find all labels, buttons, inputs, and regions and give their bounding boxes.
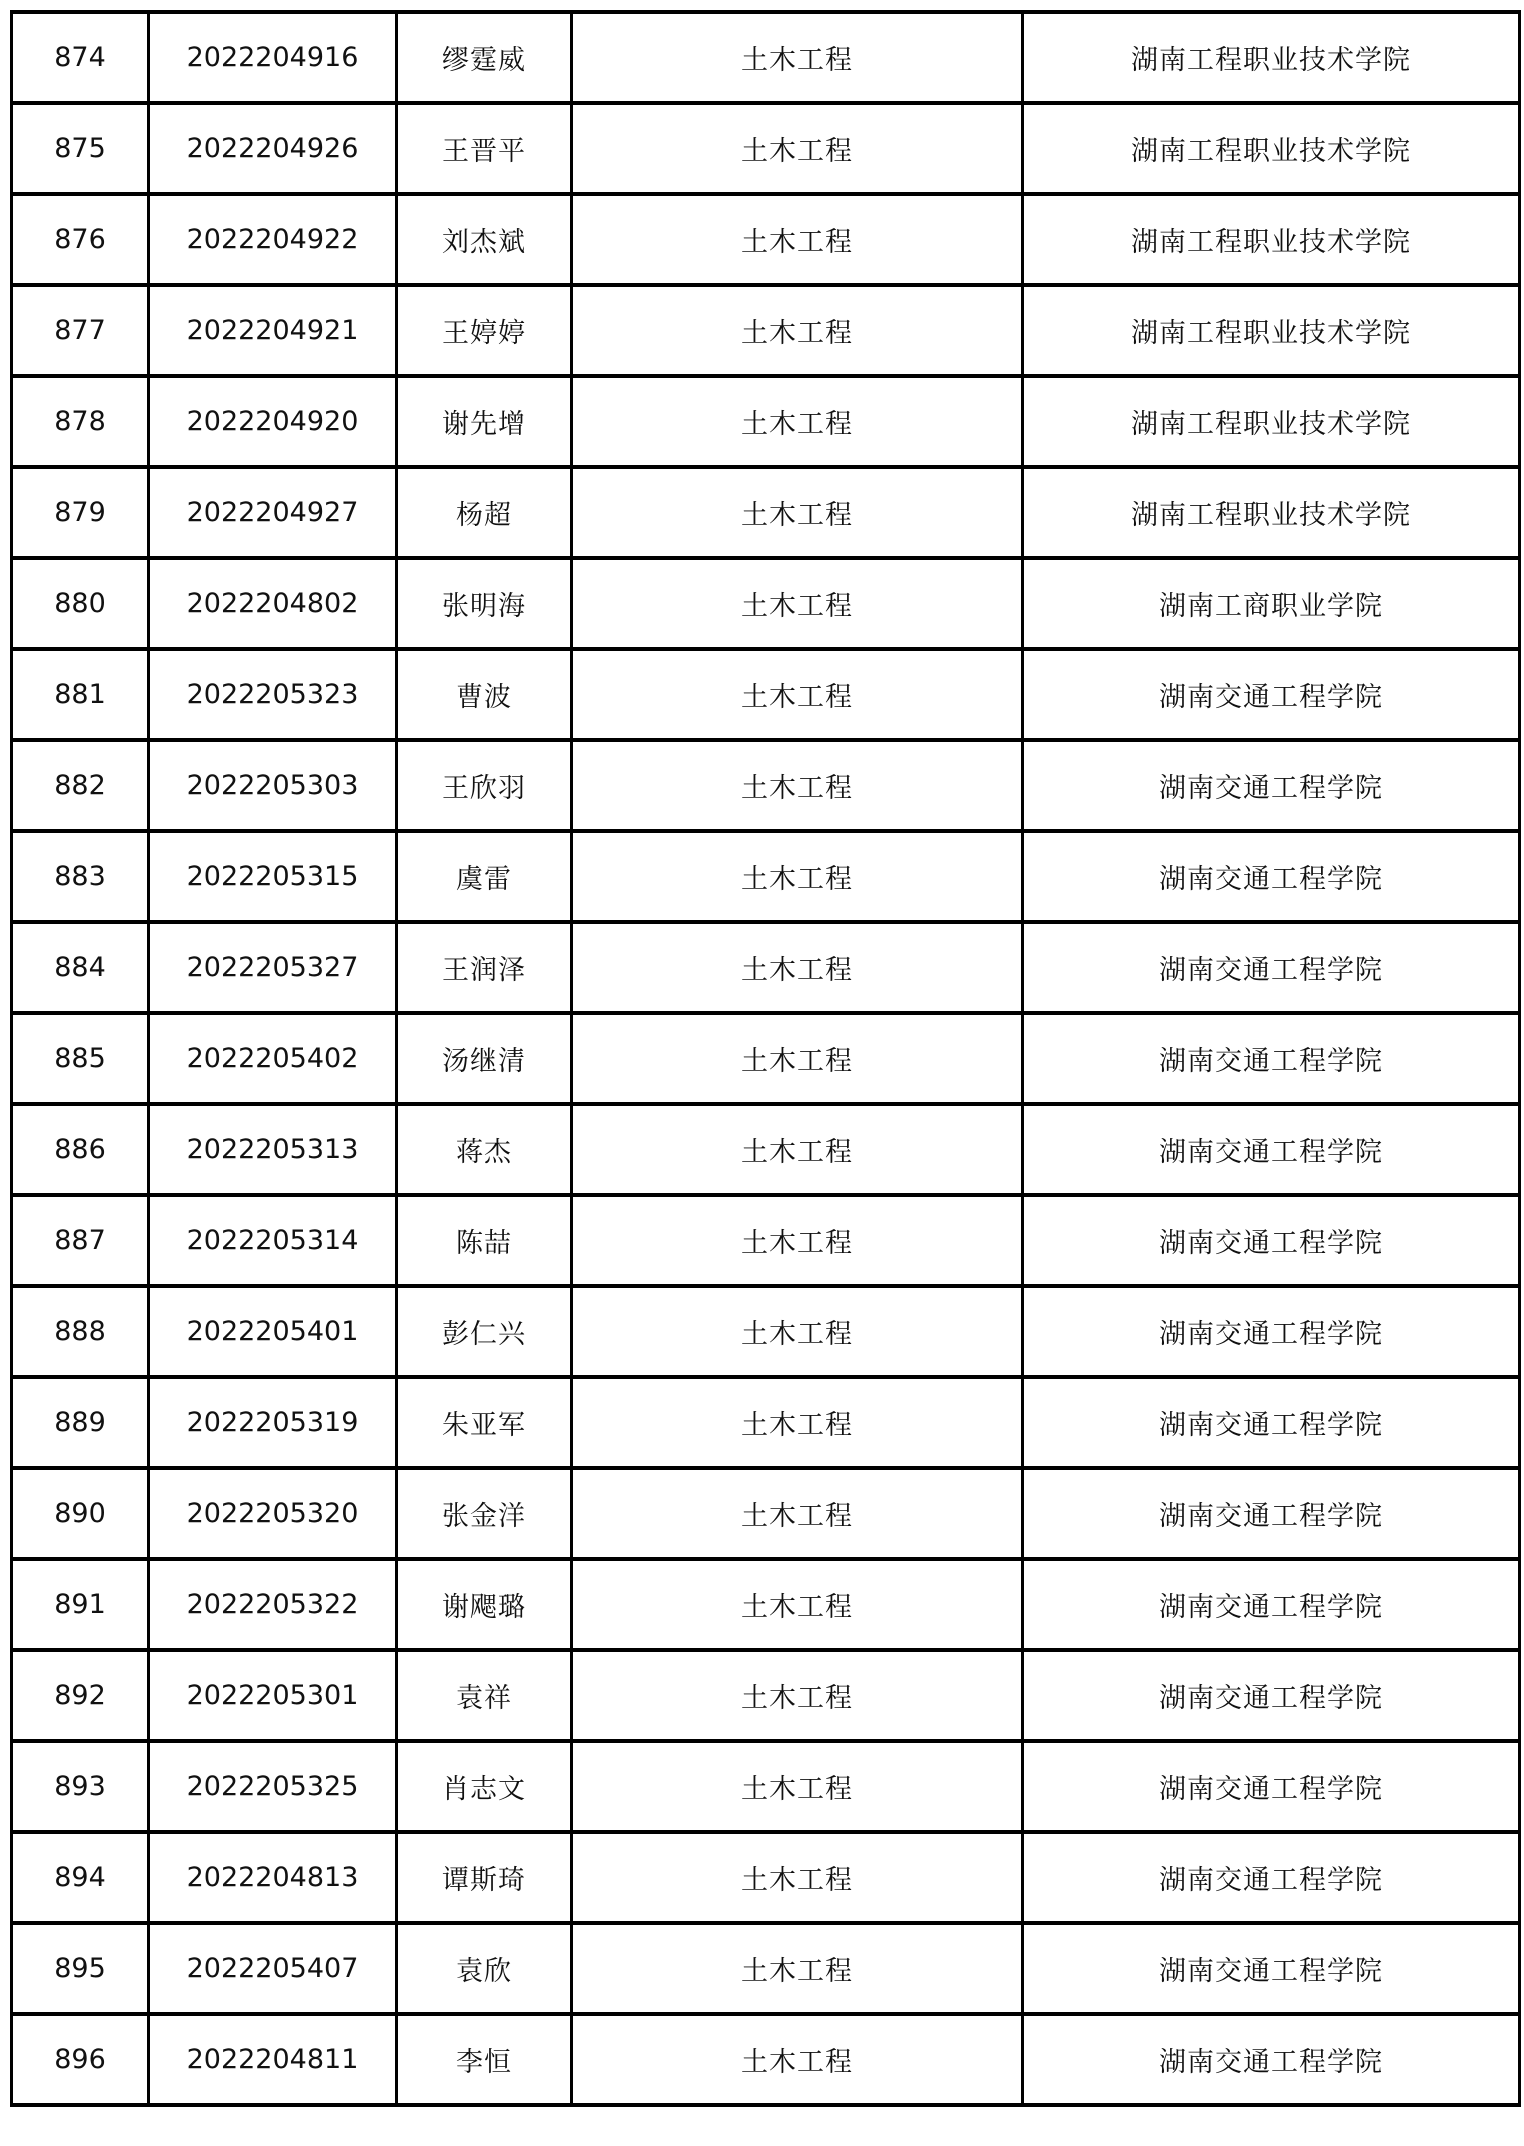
table-row [12, 831, 1520, 922]
name-cell: 张明海 [397, 558, 572, 649]
row-number-cell: 886 [12, 1104, 149, 1195]
school-cell: 湖南工程职业技术学院 [1023, 285, 1520, 376]
major-cell: 土木工程 [572, 922, 1023, 1013]
name-cell: 刘杰斌 [397, 194, 572, 285]
student-id-cell: 2022205325 [149, 1741, 397, 1832]
school-cell: 湖南工程职业技术学院 [1023, 376, 1520, 467]
major-cell: 土木工程 [572, 1195, 1023, 1286]
school-cell: 湖南交通工程学院 [1023, 922, 1520, 1013]
row-number-cell: 894 [12, 1832, 149, 1923]
school-cell: 湖南工程职业技术学院 [1023, 467, 1520, 558]
table-row [12, 649, 1520, 740]
name-cell: 彭仁兴 [397, 1286, 572, 1377]
major-cell: 土木工程 [572, 194, 1023, 285]
name-cell: 王婷婷 [397, 285, 572, 376]
student-id-cell: 2022205407 [149, 1923, 397, 2014]
school-cell: 湖南交通工程学院 [1023, 1923, 1520, 2014]
student-id-cell: 2022205315 [149, 831, 397, 922]
major-cell: 土木工程 [572, 103, 1023, 194]
table-row [12, 2014, 1520, 2105]
table-row [12, 1559, 1520, 1650]
row-number-cell: 876 [12, 194, 149, 285]
name-cell: 谢飔璐 [397, 1559, 572, 1650]
major-cell: 土木工程 [572, 1650, 1023, 1741]
row-number-cell: 889 [12, 1377, 149, 1468]
student-id-cell: 2022204927 [149, 467, 397, 558]
table-row [12, 285, 1520, 376]
row-number-cell: 890 [12, 1468, 149, 1559]
name-cell: 肖志文 [397, 1741, 572, 1832]
row-number-cell: 878 [12, 376, 149, 467]
name-cell: 陈喆 [397, 1195, 572, 1286]
major-cell: 土木工程 [572, 740, 1023, 831]
row-number-cell: 881 [12, 649, 149, 740]
student-id-cell: 2022205401 [149, 1286, 397, 1377]
school-cell: 湖南交通工程学院 [1023, 1650, 1520, 1741]
school-cell: 湖南工程职业技术学院 [1023, 12, 1520, 103]
major-cell: 土木工程 [572, 285, 1023, 376]
name-cell: 张金洋 [397, 1468, 572, 1559]
school-cell: 湖南交通工程学院 [1023, 1377, 1520, 1468]
school-cell: 湖南交通工程学院 [1023, 1559, 1520, 1650]
student-id-cell: 2022205402 [149, 1013, 397, 1104]
row-number-cell: 883 [12, 831, 149, 922]
name-cell: 王欣羽 [397, 740, 572, 831]
table-row [12, 1650, 1520, 1741]
name-cell: 朱亚军 [397, 1377, 572, 1468]
student-id-cell: 2022204802 [149, 558, 397, 649]
school-cell: 湖南工程职业技术学院 [1023, 103, 1520, 194]
row-number-cell: 879 [12, 467, 149, 558]
name-cell: 曹波 [397, 649, 572, 740]
table-row [12, 376, 1520, 467]
student-roster-table [10, 10, 1521, 2107]
name-cell: 虞雷 [397, 831, 572, 922]
student-id-cell: 2022205323 [149, 649, 397, 740]
student-id-cell: 2022204926 [149, 103, 397, 194]
name-cell: 袁祥 [397, 1650, 572, 1741]
table-row [12, 467, 1520, 558]
school-cell: 湖南交通工程学院 [1023, 1832, 1520, 1923]
table-row [12, 103, 1520, 194]
major-cell: 土木工程 [572, 1468, 1023, 1559]
student-id-cell: 2022204916 [149, 12, 397, 103]
table-row [12, 194, 1520, 285]
major-cell: 土木工程 [572, 12, 1023, 103]
student-id-cell: 2022205319 [149, 1377, 397, 1468]
row-number-cell: 893 [12, 1741, 149, 1832]
major-cell: 土木工程 [572, 649, 1023, 740]
table-row [12, 1286, 1520, 1377]
major-cell: 土木工程 [572, 831, 1023, 922]
roster-body [12, 12, 1520, 2105]
row-number-cell: 877 [12, 285, 149, 376]
major-cell: 土木工程 [572, 2014, 1023, 2105]
row-number-cell: 896 [12, 2014, 149, 2105]
school-cell: 湖南交通工程学院 [1023, 1195, 1520, 1286]
student-id-cell: 2022204921 [149, 285, 397, 376]
name-cell: 袁欣 [397, 1923, 572, 2014]
student-id-cell: 2022205314 [149, 1195, 397, 1286]
row-number-cell: 887 [12, 1195, 149, 1286]
student-id-cell: 2022205301 [149, 1650, 397, 1741]
table-row [12, 922, 1520, 1013]
table-row [12, 1923, 1520, 2014]
name-cell: 杨超 [397, 467, 572, 558]
major-cell: 土木工程 [572, 1286, 1023, 1377]
school-cell: 湖南交通工程学院 [1023, 1013, 1520, 1104]
school-cell: 湖南交通工程学院 [1023, 1741, 1520, 1832]
major-cell: 土木工程 [572, 558, 1023, 649]
row-number-cell: 875 [12, 103, 149, 194]
major-cell: 土木工程 [572, 1741, 1023, 1832]
student-id-cell: 2022205303 [149, 740, 397, 831]
table-row [12, 1832, 1520, 1923]
row-number-cell: 882 [12, 740, 149, 831]
name-cell: 王润泽 [397, 922, 572, 1013]
student-id-cell: 2022205327 [149, 922, 397, 1013]
table-row [12, 740, 1520, 831]
school-cell: 湖南交通工程学院 [1023, 2014, 1520, 2105]
name-cell: 谢先增 [397, 376, 572, 467]
name-cell: 汤继清 [397, 1013, 572, 1104]
table-row [12, 558, 1520, 649]
student-id-cell: 2022205322 [149, 1559, 397, 1650]
student-id-cell: 2022205320 [149, 1468, 397, 1559]
school-cell: 湖南工程职业技术学院 [1023, 194, 1520, 285]
major-cell: 土木工程 [572, 1104, 1023, 1195]
row-number-cell: 895 [12, 1923, 149, 2014]
row-number-cell: 874 [12, 12, 149, 103]
row-number-cell: 884 [12, 922, 149, 1013]
school-cell: 湖南交通工程学院 [1023, 649, 1520, 740]
row-number-cell: 880 [12, 558, 149, 649]
table-row [12, 1468, 1520, 1559]
row-number-cell: 892 [12, 1650, 149, 1741]
student-id-cell: 2022204811 [149, 2014, 397, 2105]
school-cell: 湖南交通工程学院 [1023, 831, 1520, 922]
table-row [12, 1741, 1520, 1832]
row-number-cell: 888 [12, 1286, 149, 1377]
school-cell: 湖南交通工程学院 [1023, 1468, 1520, 1559]
table-row [12, 1013, 1520, 1104]
student-id-cell: 2022204813 [149, 1832, 397, 1923]
major-cell: 土木工程 [572, 1832, 1023, 1923]
name-cell: 缪霆威 [397, 12, 572, 103]
major-cell: 土木工程 [572, 1559, 1023, 1650]
table-row [12, 1377, 1520, 1468]
table-row [12, 1195, 1520, 1286]
name-cell: 蒋杰 [397, 1104, 572, 1195]
student-id-cell: 2022204920 [149, 376, 397, 467]
row-number-cell: 885 [12, 1013, 149, 1104]
school-cell: 湖南交通工程学院 [1023, 1286, 1520, 1377]
table-row [12, 1104, 1520, 1195]
major-cell: 土木工程 [572, 467, 1023, 558]
school-cell: 湖南工商职业学院 [1023, 558, 1520, 649]
table-row [12, 12, 1520, 103]
student-id-cell: 2022205313 [149, 1104, 397, 1195]
student-id-cell: 2022204922 [149, 194, 397, 285]
row-number-cell: 891 [12, 1559, 149, 1650]
school-cell: 湖南交通工程学院 [1023, 740, 1520, 831]
major-cell: 土木工程 [572, 1923, 1023, 2014]
student-roster-table-container [10, 10, 1518, 2107]
school-cell: 湖南交通工程学院 [1023, 1104, 1520, 1195]
name-cell: 谭斯琦 [397, 1832, 572, 1923]
major-cell: 土木工程 [572, 1013, 1023, 1104]
name-cell: 王晋平 [397, 103, 572, 194]
major-cell: 土木工程 [572, 376, 1023, 467]
major-cell: 土木工程 [572, 1377, 1023, 1468]
name-cell: 李恒 [397, 2014, 572, 2105]
